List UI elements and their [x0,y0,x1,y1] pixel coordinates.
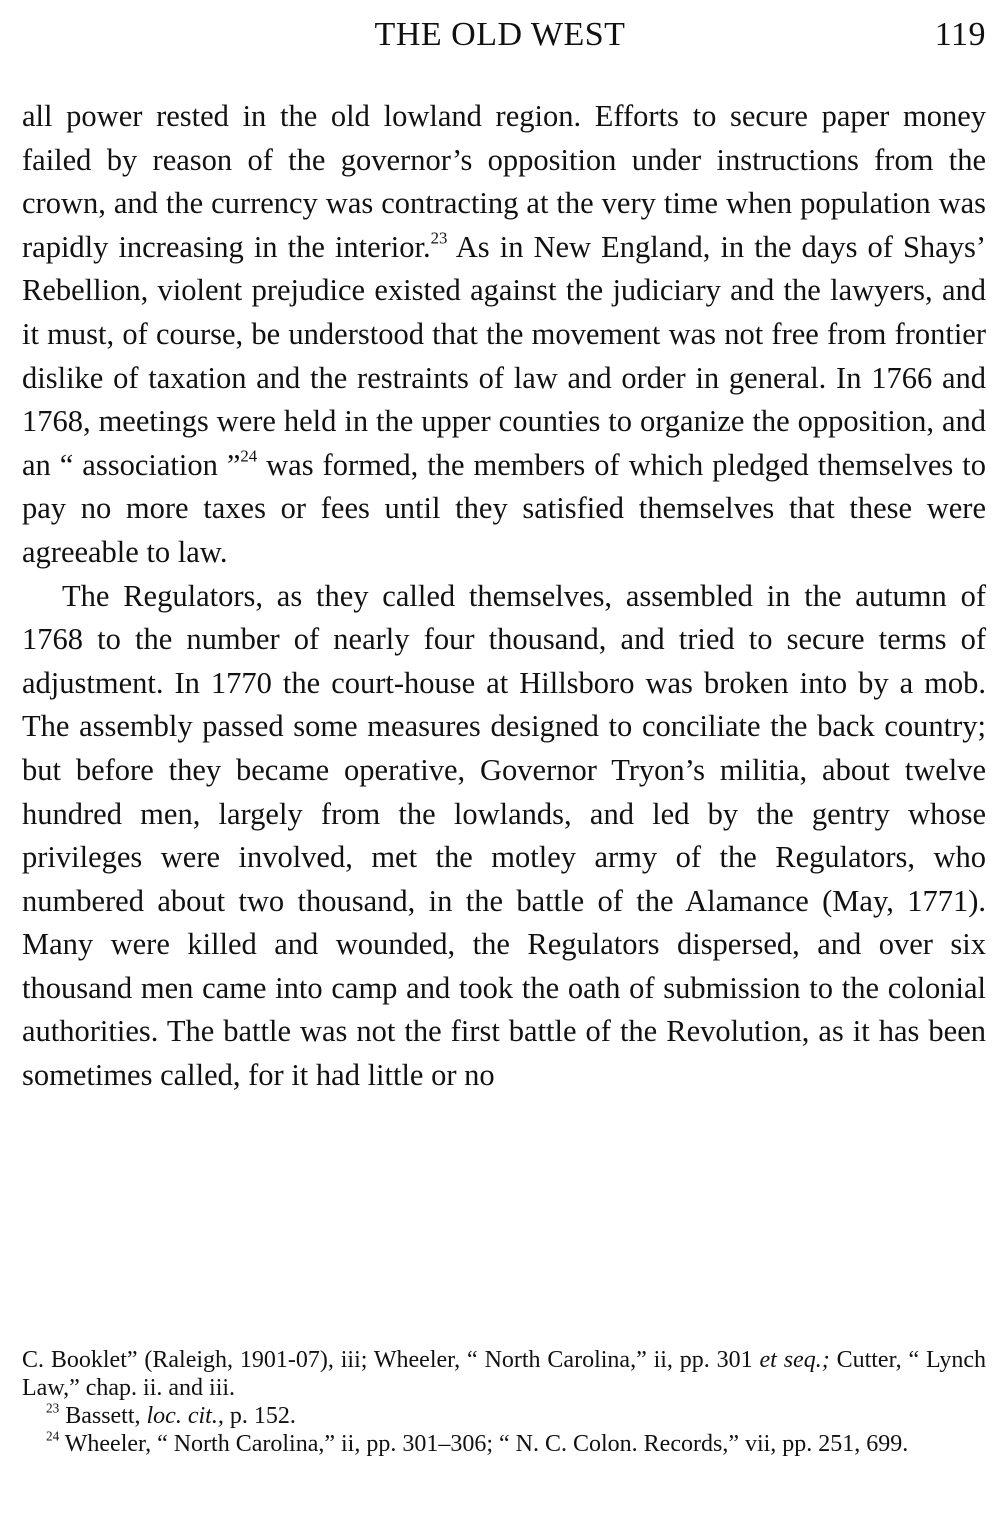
body-text [22,95,986,1098]
footnote-continuation-part-a: C. Booklet” (Raleigh, 1901-07), iii; Wheeler, “ North Carolina,” ii, pp. 301 [22,1347,760,1373]
footnote-24-text: Wheeler, “ North Carolina,” ii, pp. 301–306; “ N. C. Colon. Records,” vii, pp. 251, 699. [59,1431,909,1457]
running-header [0,16,1000,60]
footnote-ref-24: 24 [240,446,258,466]
footnote-continuation-part-b: Cutter, “ Lynch Law,” chap. ii. and iii. [22,1347,986,1401]
footnote-24 [22,1430,986,1458]
paragraph-1 [22,95,986,575]
paragraph-1-part-a: all power rested in the old lowland region. Efforts to secure paper money failed by reason of the governor’s opposition under instructions from the crown, and the currency was contracting at the very time when population was rapidly increasing in the interior. [22,99,986,264]
footnote-23-part-b: p. 152. [223,1403,296,1429]
running-title: THE OLD WEST [374,16,626,53]
paragraph-2: The Regulators, as they called themselves, assembled in the autumn of 1768 to the number of nearly four thousand, and tried to secure terms of adjustment. In 1770 the court-house at Hillsboro was broken into by a mob. The assembly passed some measures designed to conciliate the back country; but before they became operative, Governor Tryon’s militia, about twelve hundred men, largely from the lowlands, and led by the gentry whose privileges were involved, met the motley army of the Regulators, who numbered about two thousand, in the battle of the Alamance (May, 1771). Many were killed and wounded, the Regulators dispersed, and over six thousand men came into camp and took the oath of submission to the colonial authorities. The battle was not the first battle of the Revolution, as it has been sometimes called, for it had little or no [22,578,986,1093]
paragraph-1-part-b: As in New England, in the days of Shays’ Rebellion, violent prejudice existed against the judiciary and the lawyers, and it must, of course, be understood that the movement was not free from frontier dislike of taxation and the restraints of law and order in general. In 1766 and 1768, meetings were held in the upper counties to organize the opposition, and an “ association ” [22,229,986,482]
footnote-23-part-a: Bassett, [59,1403,147,1429]
footnote-ref-23: 23 [430,228,448,248]
paragraph-1-part-c: was formed, the members of which pledged themselves to pay no more taxes or fees until they satisfied themselves that these were agreeable to law. [22,447,987,569]
footnote-continuation [22,1346,986,1402]
footnotes [22,1346,986,1458]
page-number: 119 [934,16,986,53]
footnote-24-number: 24 [46,1428,60,1444]
footnote-23-italic: loc. cit., [146,1403,224,1429]
footnote-23-number: 23 [46,1400,60,1416]
footnote-continuation-italic: et seq.; [759,1347,830,1373]
footnote-23 [22,1402,986,1430]
